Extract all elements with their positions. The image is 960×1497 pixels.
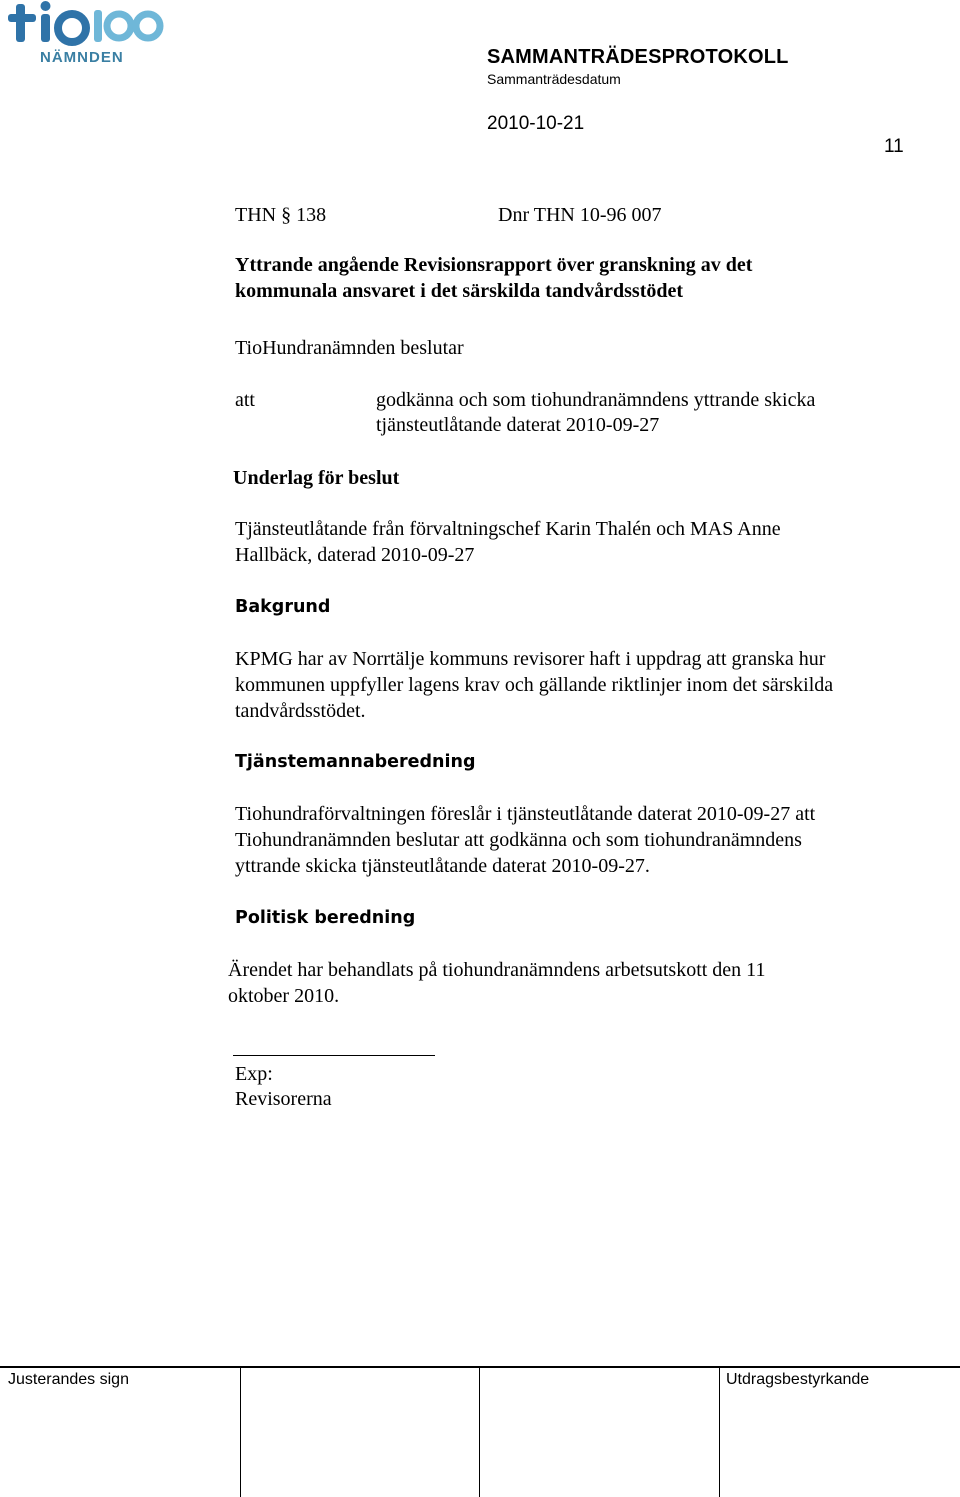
- section-title-tjanstemannaberedning: Tjänstemannaberedning: [235, 752, 476, 772]
- bakgrund-line1: KPMG har av Norrtälje kommuns revisorer haft i uppdrag att granska hur: [235, 648, 826, 670]
- signature-footer: [0, 1366, 960, 1497]
- bakgrund-line3: tandvårdsstödet.: [235, 700, 366, 722]
- section-title-underlag: Underlag för beslut: [233, 467, 400, 489]
- logo-letter-i: [41, 14, 50, 42]
- footer-divider-2: [479, 1368, 480, 1497]
- justerandes-sign-label: Justerandes sign: [8, 1371, 129, 1388]
- decision-intro: TioHundranämnden beslutar: [235, 337, 464, 359]
- page-number: 11: [884, 136, 904, 157]
- tjanstemanna-line1: Tiohundraförvaltningen föreslår i tjänsteutlåtande daterat 2010-09-27 att: [235, 803, 816, 825]
- decision-text-line1: godkänna och som tiohundranämndens yttrande skicka: [376, 389, 816, 411]
- logo-digit-0-a: [107, 14, 131, 38]
- tjanstemanna-line3: yttrande skicka tjänsteutlåtande daterat 2010-09-27.: [235, 855, 650, 877]
- case-heading-line1: Yttrande angående Revisionsrapport över granskning av det: [235, 254, 753, 276]
- expedition-label: Exp:: [235, 1063, 273, 1085]
- meeting-date: 2010-10-21: [487, 113, 585, 134]
- logo-digit-0-b: [136, 14, 160, 38]
- logo-letter-t-stem: [16, 4, 25, 42]
- bakgrund-line2: kommunen uppfyller lagens krav och gällande riktlinjer inom det särskilda: [235, 674, 834, 696]
- politisk-line1: Ärendet har behandlats på tiohundranämndens arbetsutskott den 11: [228, 959, 766, 981]
- section-title-politisk-beredning: Politisk beredning: [235, 908, 416, 928]
- logo-digit-1: [94, 10, 102, 42]
- decision-text-line2: tjänsteutlåtande daterat 2010-09-27: [376, 414, 660, 436]
- underlag-line1: Tjänsteutlåtande från förvaltningschef Karin Thalén och MAS Anne: [235, 518, 781, 540]
- document-title: SAMMANTRÄDESPROTOKOLL: [487, 46, 789, 68]
- logo-letter-t-bar: [8, 14, 36, 22]
- utdragsbestyrkande-label: Utdragsbestyrkande: [726, 1371, 870, 1388]
- diary-number: Dnr THN 10-96 007: [498, 204, 662, 226]
- tjanstemanna-line2: Tiohundranämnden beslutar att godkänna och som tiohundranämndens: [235, 829, 802, 851]
- footer-divider-1: [240, 1368, 241, 1497]
- meeting-date-label: Sammanträdesdatum: [487, 71, 621, 87]
- expedition-recipient: Revisorerna: [235, 1088, 332, 1110]
- expedition-rule: [233, 1055, 435, 1056]
- logo-graphic: [6, 0, 166, 50]
- case-number: THN § 138: [235, 204, 327, 226]
- case-heading-line2: kommunala ansvaret i det särskilda tandvårdsstödet: [235, 280, 684, 302]
- logo-letter-i-dot: [41, 1, 51, 11]
- logo-letter-o: [58, 14, 86, 42]
- logo-subtitle: NÄMNDEN: [40, 49, 124, 66]
- politisk-line2: oktober 2010.: [228, 985, 340, 1007]
- footer-divider-3: [719, 1368, 720, 1497]
- underlag-line2: Hallbäck, daterad 2010-09-27: [235, 544, 475, 566]
- section-title-bakgrund: Bakgrund: [235, 597, 331, 617]
- decision-att: att: [235, 389, 255, 411]
